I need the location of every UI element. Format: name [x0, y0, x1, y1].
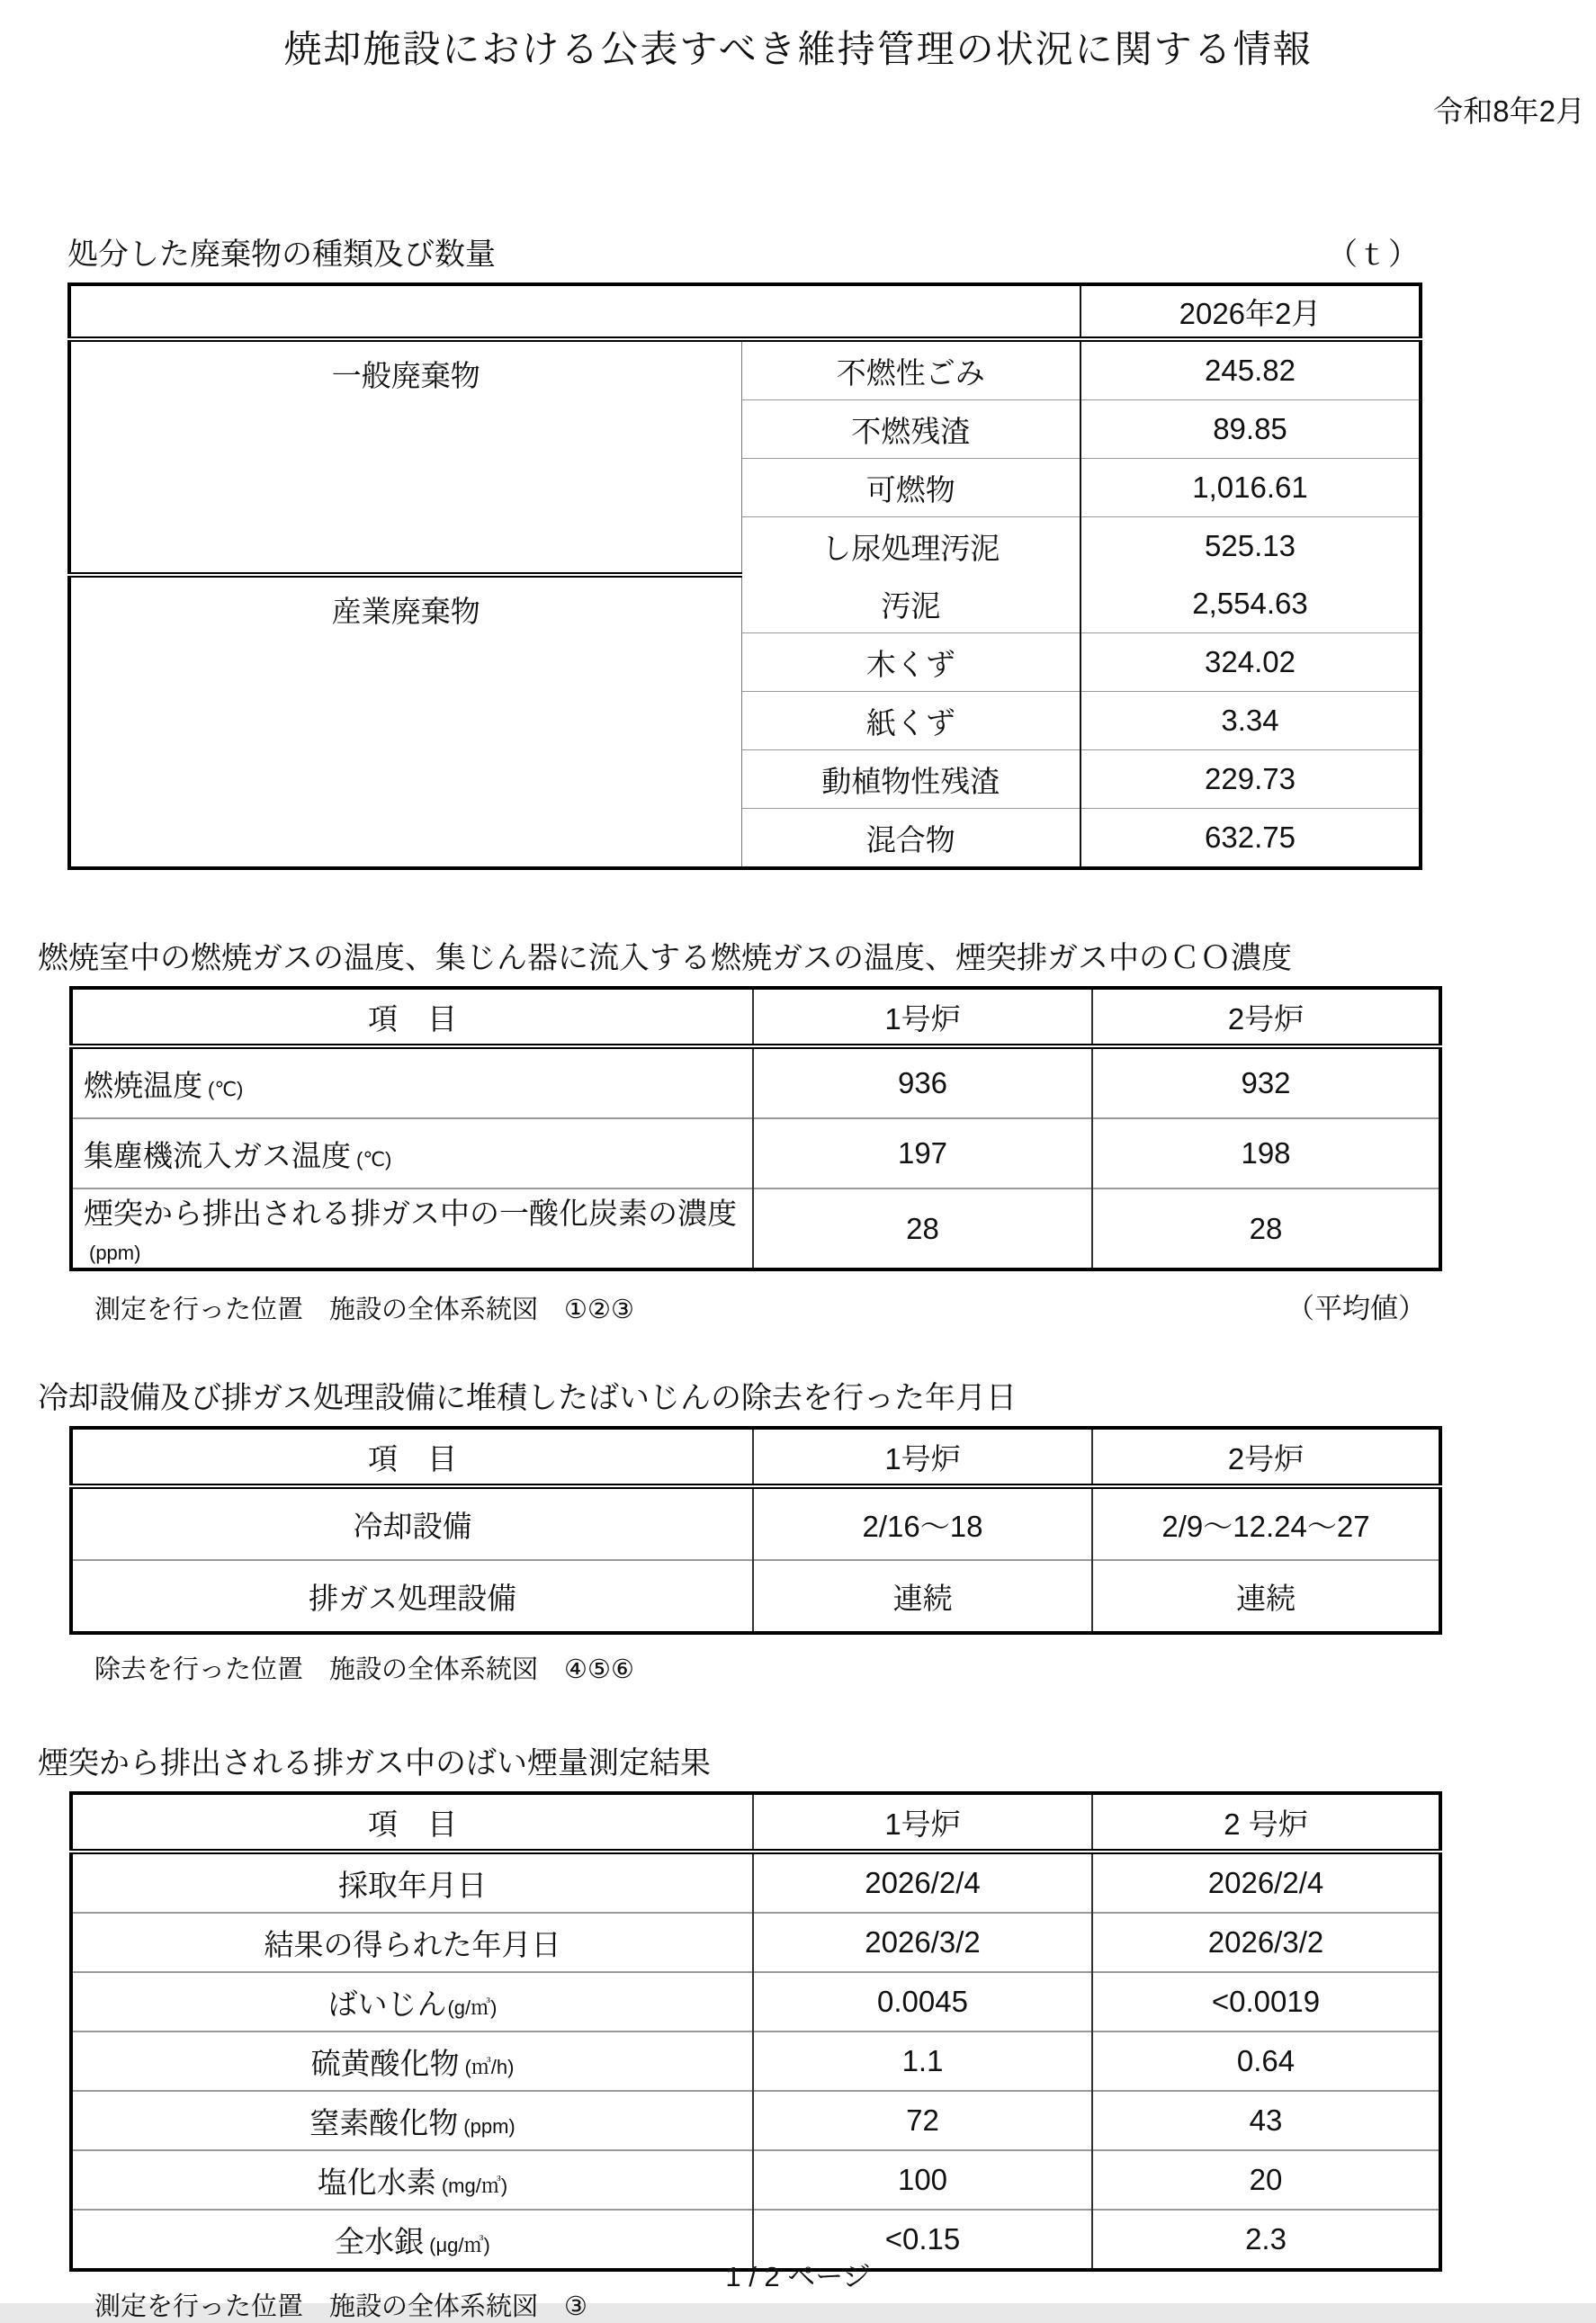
col-header-item: 項 目	[71, 1793, 753, 1852]
item-cell: 採取年月日	[338, 1868, 487, 1902]
value-cell: 1,016.61	[1080, 459, 1421, 517]
col-header-furnace2: 2号炉	[1092, 1428, 1440, 1486]
type-cell: 可燃物	[741, 459, 1080, 517]
type-cell: 木くず	[741, 633, 1080, 692]
table-row	[71, 1188, 1440, 1269]
table-row	[71, 2032, 1440, 2091]
table-row	[71, 2150, 1440, 2210]
value-cell-furnace1: <0.15	[753, 2210, 1092, 2270]
item-label: 煙突から排出される排ガス中の一酸化炭素の濃度	[84, 1197, 737, 1230]
item-cell: 冷却設備	[353, 1509, 472, 1543]
item-unit: (℃)	[208, 1077, 244, 1100]
month-header-cell: 2026年2月	[1080, 284, 1421, 339]
value-cell-furnace1: 72	[753, 2091, 1092, 2150]
note-smoke-position: 測定を行った位置 施設の全体系統図 ③	[94, 2292, 587, 2321]
table-row	[71, 1852, 1440, 1913]
col-header-furnace1: 1号炉	[753, 1428, 1092, 1486]
item-unit: (㎥/h)	[464, 2055, 515, 2078]
temperature-table	[69, 986, 1442, 1271]
value-cell: 632.75	[1080, 809, 1421, 869]
item-unit: (ppm)	[89, 1242, 141, 1264]
col-header-furnace1: 1号炉	[753, 1793, 1092, 1852]
type-cell: 動植物性残渣	[741, 750, 1080, 809]
value-cell-furnace2: 0.64	[1092, 2032, 1440, 2091]
item-unit: (ppm)	[463, 2114, 516, 2138]
item-cell	[71, 2032, 753, 2091]
table-row	[71, 1046, 1440, 1118]
table-row	[71, 988, 1440, 1046]
issue-date: 令和8年2月	[1433, 94, 1585, 128]
item-label: 集塵機流入ガス温度	[84, 1138, 351, 1172]
category-cell: 産業廃棄物	[69, 575, 741, 868]
value-cell-furnace1: 2/16～18	[753, 1486, 1092, 1560]
value-cell-furnace1: 936	[753, 1046, 1092, 1118]
item-cell: 排ガス処理設備	[71, 1560, 753, 1633]
value-cell: 525.13	[1080, 517, 1421, 576]
empty-header-cell	[69, 284, 1080, 339]
item-cell	[71, 1118, 753, 1188]
value-cell-furnace1: 28	[753, 1188, 1092, 1269]
section-heading-soot-removal: 冷却設備及び排ガス処理設備に堆積したばいじんの除去を行った年月日	[38, 1381, 1017, 1415]
table-row	[71, 1560, 1440, 1633]
smoke-table	[69, 1791, 1442, 2272]
section-heading-smoke: 煙突から排出される排ガス中のばい煙量測定結果	[38, 1746, 711, 1780]
value-cell-furnace2: 2/9～12.24～27	[1092, 1486, 1440, 1560]
value-cell: 3.34	[1080, 692, 1421, 750]
item-cell: 結果の得られた年月日	[71, 1913, 753, 1972]
value-cell-furnace1: 2026/2/4	[753, 1852, 1092, 1913]
item-unit: (℃)	[356, 1147, 392, 1170]
col-header-furnace2: 2号炉	[1092, 988, 1440, 1046]
value-cell-furnace2: 連続	[1092, 1560, 1440, 1633]
item-label: ばいじん	[327, 1987, 447, 2021]
table-row	[71, 1118, 1440, 1188]
item-unit: (g/㎥)	[447, 1996, 498, 2019]
page-title: 焼却施設における公表すべき維持管理の状況に関する情報	[283, 28, 1313, 70]
value-cell: 245.82	[1080, 339, 1421, 400]
section-heading-temperature: 燃焼室中の燃焼ガスの温度、集じん器に流入する燃焼ガスの温度、煙突排ガス中のＣＯ濃度	[38, 941, 1292, 975]
table-row	[69, 575, 1421, 633]
item-label: 窒素酸化物	[309, 2105, 459, 2139]
value-cell-furnace2: 932	[1092, 1046, 1440, 1118]
item-cell	[71, 1188, 753, 1269]
col-header-furnace1: 1号炉	[753, 988, 1092, 1046]
item-cell	[71, 1972, 753, 2032]
value-cell-furnace1: 0.0045	[753, 1972, 1092, 2032]
value-cell-furnace2: <0.0019	[1092, 1972, 1440, 2032]
page-number: 1 / 2 ページ	[725, 2261, 871, 2292]
value-cell: 324.02	[1080, 633, 1421, 692]
value-cell-furnace2: 198	[1092, 1118, 1440, 1188]
table-row	[69, 284, 1421, 339]
soot-removal-table	[69, 1426, 1442, 1635]
waste-table	[67, 283, 1422, 870]
item-unit: (mg/㎥)	[441, 2174, 508, 2197]
note-measure-position: 測定を行った位置 施設の全体系統図 ①②③	[94, 1296, 634, 1324]
table-row	[71, 1972, 1440, 2032]
value-cell: 89.85	[1080, 400, 1421, 459]
value-cell-furnace2: 2026/3/2	[1092, 1913, 1440, 1972]
value-cell-furnace1: 連続	[753, 1560, 1092, 1633]
value-cell-furnace1: 100	[753, 2150, 1092, 2210]
col-header-furnace2: 2 号炉	[1092, 1793, 1440, 1852]
type-cell: 紙くず	[741, 692, 1080, 750]
value-cell-furnace2: 2026/2/4	[1092, 1852, 1440, 1913]
value-cell: 229.73	[1080, 750, 1421, 809]
value-cell-furnace2: 28	[1092, 1188, 1440, 1269]
col-header-item: 項 目	[71, 988, 753, 1046]
item-label: 硫黄酸化物	[310, 2046, 460, 2080]
table-row	[71, 1428, 1440, 1486]
table-row	[69, 339, 1421, 400]
note-removal-position: 除去を行った位置 施設の全体系統図 ④⑤⑥	[94, 1655, 634, 1684]
value-cell-furnace2: 20	[1092, 2150, 1440, 2210]
category-cell: 一般廃棄物	[69, 339, 741, 575]
item-unit: (μg/㎥)	[429, 2233, 490, 2256]
average-note: （平均値）	[1287, 1293, 1426, 1324]
value-cell-furnace2: 2.3	[1092, 2210, 1440, 2270]
value-cell-furnace1: 1.1	[753, 2032, 1092, 2091]
table-row	[71, 1486, 1440, 1560]
value-cell-furnace1: 197	[753, 1118, 1092, 1188]
table-row	[71, 1913, 1440, 1972]
item-cell	[71, 2150, 753, 2210]
section-heading-waste: 処分した廃棄物の種類及び数量	[67, 238, 496, 272]
table-row	[71, 2091, 1440, 2150]
value-cell-furnace1: 2026/3/2	[753, 1913, 1092, 1972]
table-row	[71, 1793, 1440, 1852]
col-header-item: 項 目	[71, 1428, 753, 1486]
item-label: 塩化水素	[317, 2165, 436, 2199]
item-cell	[71, 2091, 753, 2150]
item-cell	[71, 1046, 753, 1118]
item-label: 燃焼温度	[84, 1068, 202, 1102]
type-cell: 不燃残渣	[741, 400, 1080, 459]
type-cell: 汚泥	[741, 575, 1080, 633]
type-cell: 混合物	[741, 809, 1080, 869]
type-cell: 不燃性ごみ	[741, 339, 1080, 400]
type-cell: し尿処理汚泥	[741, 517, 1080, 576]
value-cell-furnace2: 43	[1092, 2091, 1440, 2150]
item-label: 全水銀	[335, 2224, 425, 2258]
value-cell: 2,554.63	[1080, 575, 1421, 633]
unit-label-tons: （ｔ）	[1327, 238, 1419, 272]
